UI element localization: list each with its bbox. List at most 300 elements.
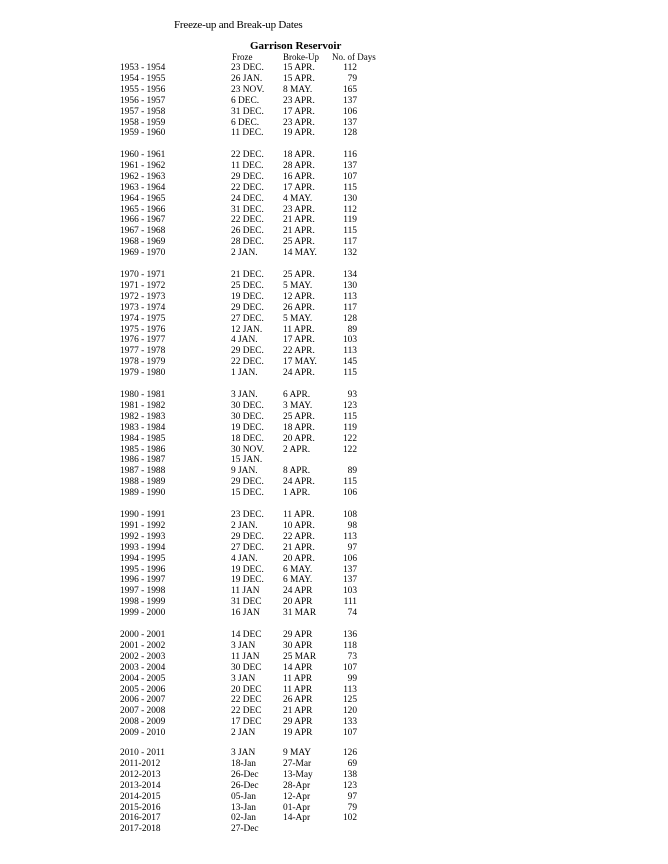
- table-row: [0, 161, 668, 172]
- season-cell: 2016-2017: [120, 813, 161, 824]
- broke-up-cell: 22 APR.: [283, 531, 315, 542]
- season-cell: 1967 - 1968: [120, 226, 166, 237]
- table-row: [0, 575, 668, 586]
- days-cell: 130: [342, 193, 357, 204]
- broke-up-cell: 11 APR: [283, 673, 313, 684]
- days-cell: 97: [347, 791, 357, 802]
- table-row: [0, 608, 668, 619]
- season-cell: 1975 - 1976: [120, 324, 166, 335]
- froze-cell: 26-Dec: [231, 780, 259, 791]
- season-cell: 1973 - 1974: [120, 302, 166, 313]
- season-cell: 1987 - 1988: [120, 466, 166, 477]
- froze-cell: 30 DEC.: [231, 400, 264, 411]
- froze-cell: 6 DEC.: [231, 95, 260, 106]
- season-cell: 1995 - 1996: [120, 564, 166, 575]
- season-cell: 2005 - 2006: [120, 684, 166, 695]
- days-cell: 79: [347, 73, 357, 84]
- season-cell: 1953 - 1954: [120, 63, 166, 73]
- season-cell: 1976 - 1977: [120, 335, 166, 346]
- froze-cell: 19 DEC.: [231, 575, 264, 586]
- days-cell: 113: [343, 291, 357, 302]
- broke-up-cell: 20 APR: [283, 597, 313, 608]
- froze-cell: 26-Dec: [231, 769, 259, 780]
- days-cell: 69: [347, 758, 357, 769]
- season-cell: 1991 - 1992: [120, 520, 166, 531]
- broke-up-cell: 23 APR.: [283, 204, 315, 215]
- season-cell: 1999 - 2000: [120, 608, 166, 619]
- season-cell: 2003 - 2004: [120, 662, 166, 673]
- season-cell: 2017-2018: [120, 824, 161, 835]
- days-cell: 103: [342, 335, 357, 346]
- days-cell: 137: [342, 95, 357, 106]
- season-cell: 1978 - 1979: [120, 357, 166, 368]
- days-cell: 79: [347, 802, 357, 813]
- froze-cell: 14 DEC: [231, 630, 262, 640]
- froze-cell: 3 JAN: [231, 640, 256, 651]
- days-cell: 118: [343, 640, 357, 651]
- table-row: [0, 455, 668, 466]
- broke-up-cell: 21 APR.: [283, 215, 315, 226]
- froze-cell: 19 DEC.: [231, 422, 264, 433]
- broke-up-cell: 17 MAY.: [283, 357, 317, 368]
- broke-up-cell: 3 MAY.: [283, 400, 313, 411]
- season-cell: 1996 - 1997: [120, 575, 166, 586]
- broke-up-cell: 9 MAY: [283, 748, 312, 758]
- broke-up-cell: 6 APR.: [283, 390, 311, 400]
- table-row: [0, 630, 668, 641]
- table-row: [0, 674, 668, 685]
- table-row: [0, 434, 668, 445]
- days-cell: 119: [343, 422, 357, 433]
- froze-cell: 29 DEC.: [231, 531, 264, 542]
- froze-cell: 27-Dec: [231, 824, 259, 835]
- table-row: [0, 248, 668, 259]
- table-row: [0, 792, 668, 803]
- table-row: [0, 781, 668, 792]
- table-row: [0, 172, 668, 183]
- days-cell: 89: [347, 324, 357, 335]
- days-cell: 73: [347, 651, 357, 662]
- broke-up-cell: 8 MAY.: [283, 84, 313, 95]
- table-row: [0, 335, 668, 346]
- table-row: [0, 226, 668, 237]
- days-cell: 134: [342, 270, 357, 280]
- days-cell: 145: [342, 357, 357, 368]
- broke-up-cell: 11 APR.: [283, 324, 315, 335]
- broke-up-cell: 23 APR.: [283, 117, 315, 128]
- froze-cell: 22 DEC: [231, 695, 262, 706]
- days-cell: 130: [342, 280, 357, 291]
- table-row: [0, 695, 668, 706]
- broke-up-cell: 16 APR.: [283, 171, 315, 182]
- broke-up-cell: 31 MAR: [283, 608, 317, 619]
- froze-cell: 25 DEC.: [231, 280, 264, 291]
- table-row: [0, 357, 668, 368]
- table-row: [0, 685, 668, 696]
- season-cell: 1971 - 1972: [120, 280, 166, 291]
- season-cell: 1955 - 1956: [120, 84, 166, 95]
- broke-up-cell: 5 MAY.: [283, 280, 313, 291]
- season-cell: 1969 - 1970: [120, 248, 166, 259]
- days-cell: 116: [343, 150, 357, 160]
- table-row: [0, 543, 668, 554]
- table-row: [0, 445, 668, 456]
- broke-up-cell: 24 APR: [283, 586, 313, 597]
- broke-up-cell: 26 APR: [283, 695, 313, 706]
- season-cell: 2002 - 2003: [120, 651, 166, 662]
- froze-cell: 30 DEC.: [231, 411, 264, 422]
- broke-up-cell: 2 APR.: [283, 444, 311, 455]
- broke-up-cell: 14 MAY.: [283, 248, 317, 259]
- froze-cell: 15 DEC.: [231, 488, 264, 499]
- season-cell: 1985 - 1986: [120, 444, 166, 455]
- broke-up-cell: 20 APR.: [283, 433, 315, 444]
- days-cell: 122: [342, 444, 357, 455]
- table-row: [0, 477, 668, 488]
- days-cell: 113: [343, 531, 357, 542]
- froze-cell: 15 JAN.: [231, 455, 263, 466]
- season-cell: 1960 - 1961: [120, 150, 166, 160]
- table-row: [0, 270, 668, 281]
- froze-cell: 4 JAN.: [231, 553, 258, 564]
- broke-up-cell: 19 APR: [283, 728, 313, 739]
- season-cell: 1988 - 1989: [120, 477, 166, 488]
- broke-up-cell: 01-Apr: [283, 802, 311, 813]
- season-cell: 2012-2013: [120, 769, 161, 780]
- days-cell: 128: [342, 313, 357, 324]
- froze-cell: 20 DEC: [231, 684, 262, 695]
- days-cell: 123: [342, 780, 357, 791]
- table-row: [0, 346, 668, 357]
- table-row: [0, 303, 668, 314]
- froze-cell: 27 DEC.: [231, 542, 264, 553]
- days-cell: 123: [342, 400, 357, 411]
- froze-cell: 26 DEC.: [231, 226, 264, 237]
- table-row: [0, 748, 668, 759]
- table-row: [0, 63, 668, 74]
- season-cell: 2006 - 2007: [120, 695, 166, 706]
- table-row: [0, 292, 668, 303]
- froze-cell: 3 JAN: [231, 673, 256, 684]
- froze-cell: 17 DEC: [231, 717, 262, 728]
- froze-cell: 19 DEC.: [231, 564, 264, 575]
- broke-up-cell: 21 APR.: [283, 542, 315, 553]
- season-cell: 2014-2015: [120, 791, 161, 802]
- broke-up-cell: 25 MAR: [283, 651, 317, 662]
- broke-up-cell: 28-Apr: [283, 780, 311, 791]
- season-cell: 1980 - 1981: [120, 390, 166, 400]
- days-cell: 165: [342, 84, 357, 95]
- table-row: [0, 554, 668, 565]
- days-cell: 136: [342, 630, 357, 640]
- broke-up-cell: 23 APR.: [283, 95, 315, 106]
- days-cell: 107: [342, 171, 357, 182]
- days-cell: 97: [347, 542, 357, 553]
- froze-cell: 31 DEC: [231, 597, 262, 608]
- broke-up-cell: 17 APR.: [283, 335, 315, 346]
- froze-cell: 18 DEC.: [231, 433, 264, 444]
- broke-up-cell: 13-May: [283, 769, 313, 780]
- days-cell: 98: [347, 520, 357, 531]
- season-cell: 1981 - 1982: [120, 400, 166, 411]
- days-column-header: No. of Days: [332, 52, 376, 62]
- froze-cell: 11 JAN: [231, 651, 260, 662]
- season-cell: 1956 - 1957: [120, 95, 166, 106]
- season-cell: 1966 - 1967: [120, 215, 166, 226]
- table-row: [0, 314, 668, 325]
- table-row: [0, 803, 668, 814]
- table-row: [0, 597, 668, 608]
- season-cell: 1957 - 1958: [120, 106, 166, 117]
- table-row: [0, 390, 668, 401]
- broke-up-cell: 11 APR: [283, 684, 313, 695]
- days-cell: 138: [342, 769, 357, 780]
- broke-up-cell: 6 MAY.: [283, 575, 313, 586]
- season-cell: 1961 - 1962: [120, 160, 166, 171]
- froze-cell: 05-Jan: [231, 791, 256, 802]
- days-cell: 112: [343, 204, 357, 215]
- season-cell: 1972 - 1973: [120, 291, 166, 302]
- broke-up-cell: 29 APR: [283, 717, 313, 728]
- season-cell: 1963 - 1964: [120, 182, 166, 193]
- broke-up-cell: 21 APR: [283, 706, 313, 717]
- days-cell: 74: [347, 608, 357, 619]
- froze-column-header: Froze: [232, 52, 253, 62]
- froze-cell: 9 JAN.: [231, 466, 258, 477]
- days-cell: 106: [342, 553, 357, 564]
- days-cell: 133: [342, 717, 357, 728]
- table-row: [0, 401, 668, 412]
- days-cell: 107: [342, 728, 357, 739]
- season-cell: 1990 - 1991: [120, 510, 166, 520]
- table-row: [0, 325, 668, 336]
- table-row: [0, 466, 668, 477]
- table-row: [0, 150, 668, 161]
- broke-up-cell: 12-Apr: [283, 791, 311, 802]
- broke-up-cell: 17 APR.: [283, 182, 315, 193]
- days-cell: 119: [343, 215, 357, 226]
- season-cell: 1954 - 1955: [120, 73, 166, 84]
- table-row: [0, 281, 668, 292]
- reservoir-name: Garrison Reservoir: [250, 40, 342, 52]
- table-row: [0, 488, 668, 499]
- season-cell: 1965 - 1966: [120, 204, 166, 215]
- froze-cell: 19 DEC.: [231, 291, 264, 302]
- broke-up-cell: 24 APR.: [283, 368, 315, 379]
- season-cell: 1974 - 1975: [120, 313, 166, 324]
- season-cell: 1984 - 1985: [120, 433, 166, 444]
- table-row: [0, 183, 668, 194]
- days-cell: 132: [342, 248, 357, 259]
- broke-up-cell: 26 APR.: [283, 302, 315, 313]
- broke-up-cell: 18 APR.: [283, 150, 315, 160]
- days-cell: 128: [342, 128, 357, 139]
- table-row: [0, 728, 668, 739]
- season-cell: 1970 - 1971: [120, 270, 166, 280]
- table-row: [0, 510, 668, 521]
- froze-cell: 13-Jan: [231, 802, 256, 813]
- document-title: Freeze-up and Break-up Dates: [174, 19, 303, 31]
- froze-cell: 2 JAN.: [231, 520, 258, 531]
- broke-up-cell: 28 APR.: [283, 160, 315, 171]
- froze-cell: 4 JAN.: [231, 335, 258, 346]
- table-row: [0, 215, 668, 226]
- table-row: [0, 565, 668, 576]
- days-cell: 137: [342, 564, 357, 575]
- season-cell: 2001 - 2002: [120, 640, 166, 651]
- froze-cell: 23 NOV.: [231, 84, 265, 95]
- days-cell: 103: [342, 586, 357, 597]
- season-cell: 2008 - 2009: [120, 717, 166, 728]
- days-cell: 117: [343, 237, 357, 248]
- days-cell: 115: [343, 182, 357, 193]
- froze-cell: 23 DEC.: [231, 510, 264, 520]
- froze-cell: 23 DEC.: [231, 63, 264, 73]
- froze-cell: 6 DEC.: [231, 117, 260, 128]
- table-row: [0, 759, 668, 770]
- table-row: [0, 532, 668, 543]
- table-row: [0, 706, 668, 717]
- broke-up-cell: 22 APR.: [283, 346, 315, 357]
- table-row: [0, 641, 668, 652]
- table-row: [0, 663, 668, 674]
- table-row: [0, 423, 668, 434]
- froze-cell: 3 JAN.: [231, 390, 258, 400]
- days-cell: 106: [342, 106, 357, 117]
- season-cell: 2010 - 2011: [120, 748, 165, 758]
- froze-cell: 1 JAN.: [231, 368, 258, 379]
- broke-up-cell: 11 APR.: [283, 510, 315, 520]
- days-cell: 108: [342, 510, 357, 520]
- table-row: [0, 813, 668, 824]
- broke-up-cell: 25 APR.: [283, 270, 315, 280]
- season-cell: 1982 - 1983: [120, 411, 166, 422]
- broke-up-cell: 20 APR.: [283, 553, 315, 564]
- days-cell: 126: [342, 748, 357, 758]
- broke-up-cell: 1 APR.: [283, 488, 311, 499]
- froze-cell: 31 DEC.: [231, 106, 264, 117]
- table-row: [0, 96, 668, 107]
- season-cell: 2007 - 2008: [120, 706, 166, 717]
- days-cell: 115: [343, 477, 357, 488]
- broke-up-cell: 17 APR.: [283, 106, 315, 117]
- season-cell: 2009 - 2010: [120, 728, 166, 739]
- days-cell: 112: [343, 63, 357, 73]
- froze-cell: 29 DEC.: [231, 171, 264, 182]
- broke-up-cell: 8 APR.: [283, 466, 311, 477]
- days-cell: 89: [347, 466, 357, 477]
- season-cell: 1989 - 1990: [120, 488, 166, 499]
- froze-cell: 11 JAN: [231, 586, 260, 597]
- broke-up-cell: 24 APR.: [283, 477, 315, 488]
- broke-up-cell: 14-Apr: [283, 813, 311, 824]
- broke-up-cell: 5 MAY.: [283, 313, 313, 324]
- broke-up-cell: 19 APR.: [283, 128, 315, 139]
- season-cell: 1977 - 1978: [120, 346, 166, 357]
- table-row: [0, 824, 668, 835]
- froze-cell: 12 JAN.: [231, 324, 263, 335]
- season-cell: 1979 - 1980: [120, 368, 166, 379]
- season-cell: 1994 - 1995: [120, 553, 166, 564]
- broke-up-cell: 6 MAY.: [283, 564, 313, 575]
- broke-up-cell: 4 MAY.: [283, 193, 313, 204]
- froze-cell: 30 NOV.: [231, 444, 265, 455]
- froze-cell: 16 JAN: [231, 608, 260, 619]
- table-row: [0, 194, 668, 205]
- season-cell: 1997 - 1998: [120, 586, 166, 597]
- froze-cell: 29 DEC.: [231, 477, 264, 488]
- days-cell: 106: [342, 488, 357, 499]
- table-row: [0, 770, 668, 781]
- froze-cell: 28 DEC.: [231, 237, 264, 248]
- season-cell: 2004 - 2005: [120, 673, 166, 684]
- broke-up-cell: 15 APR.: [283, 73, 315, 84]
- table-row: [0, 74, 668, 85]
- broke-up-cell: 30 APR: [283, 640, 313, 651]
- froze-cell: 02-Jan: [231, 813, 256, 824]
- days-cell: 117: [343, 302, 357, 313]
- days-cell: 99: [347, 673, 357, 684]
- froze-cell: 21 DEC.: [231, 270, 264, 280]
- broke-up-cell: 18 APR.: [283, 422, 315, 433]
- days-cell: 93: [347, 390, 357, 400]
- season-cell: 1998 - 1999: [120, 597, 166, 608]
- froze-cell: 11 DEC.: [231, 160, 264, 171]
- broke-up-cell: 27-Mar: [283, 758, 312, 769]
- season-cell: 1962 - 1963: [120, 171, 166, 182]
- froze-cell: 18-Jan: [231, 758, 256, 769]
- season-cell: 1993 - 1994: [120, 542, 166, 553]
- table-row: [0, 368, 668, 379]
- froze-cell: 22 DEC: [231, 706, 262, 717]
- broke-up-cell: 25 APR.: [283, 411, 315, 422]
- season-cell: 2015-2016: [120, 802, 161, 813]
- days-cell: 111: [343, 597, 357, 608]
- froze-cell: 22 DEC.: [231, 182, 264, 193]
- froze-cell: 26 JAN.: [231, 73, 263, 84]
- froze-cell: 22 DEC.: [231, 357, 264, 368]
- broke-up-cell: 25 APR.: [283, 237, 315, 248]
- season-cell: 1958 - 1959: [120, 117, 166, 128]
- froze-cell: 22 DEC.: [231, 150, 264, 160]
- table-row: [0, 237, 668, 248]
- season-cell: 1986 - 1987: [120, 455, 166, 466]
- table-row: [0, 521, 668, 532]
- broke-up-cell: 14 APR: [283, 662, 313, 673]
- days-cell: 115: [343, 368, 357, 379]
- froze-cell: 3 JAN: [231, 748, 256, 758]
- table-row: [0, 717, 668, 728]
- froze-cell: 31 DEC.: [231, 204, 264, 215]
- froze-cell: 11 DEC.: [231, 128, 264, 139]
- days-cell: 102: [342, 813, 357, 824]
- days-cell: 137: [342, 575, 357, 586]
- season-cell: 2000 - 2001: [120, 630, 166, 640]
- days-cell: 113: [343, 346, 357, 357]
- broke-up-cell: 29 APR: [283, 630, 313, 640]
- days-cell: 122: [342, 433, 357, 444]
- season-cell: 1964 - 1965: [120, 193, 166, 204]
- broke-up-cell: 15 APR.: [283, 63, 315, 73]
- broke-up-column-header: Broke-Up: [283, 52, 319, 62]
- days-cell: 125: [342, 695, 357, 706]
- froze-cell: 24 DEC.: [231, 193, 264, 204]
- froze-cell: 2 JAN: [231, 728, 256, 739]
- season-cell: 2013-2014: [120, 780, 161, 791]
- broke-up-cell: 12 APR.: [283, 291, 315, 302]
- froze-cell: 27 DEC.: [231, 313, 264, 324]
- days-cell: 107: [342, 662, 357, 673]
